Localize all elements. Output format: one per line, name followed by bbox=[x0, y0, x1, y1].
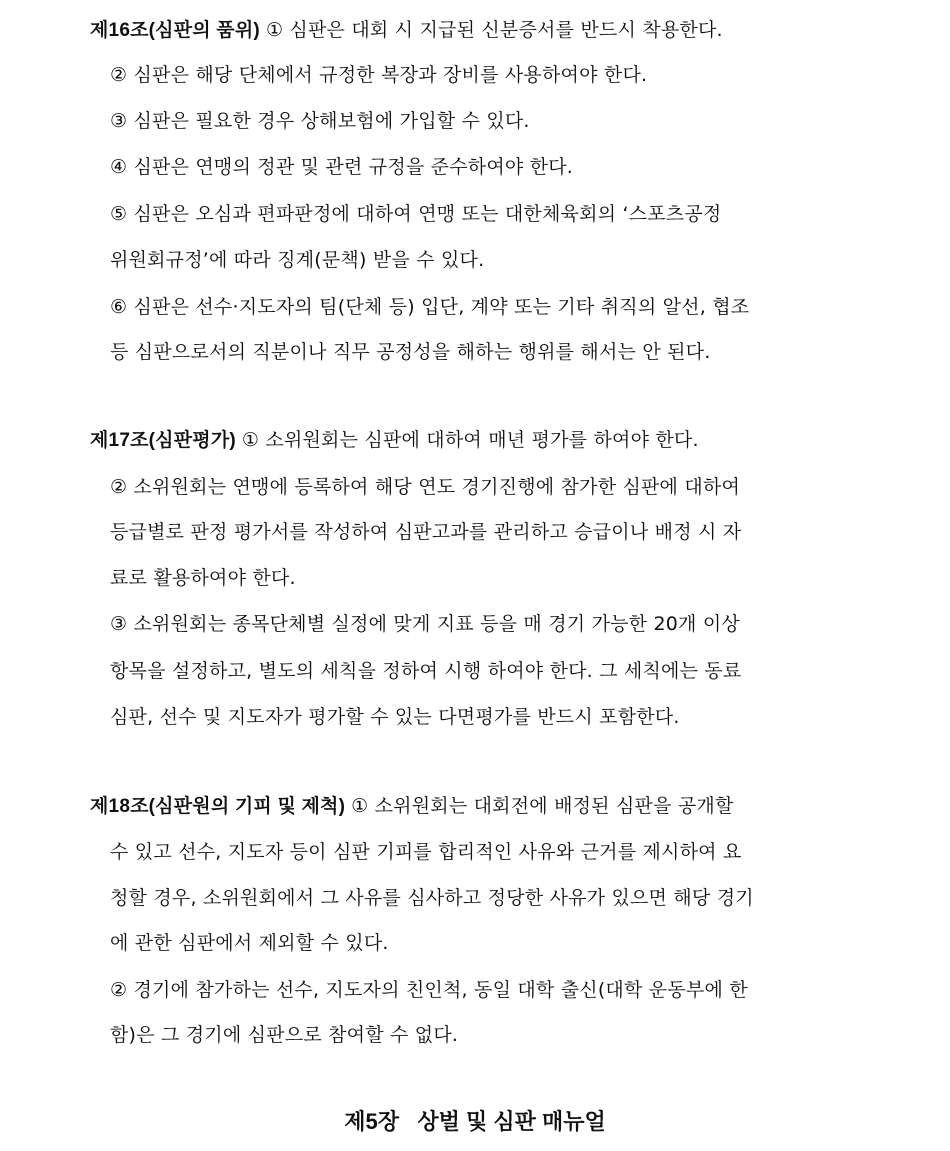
article-17-heading: 제17조(심판평가) bbox=[90, 430, 236, 451]
article-17-clause-2-cont-1: 등급별로 판정 평가서를 작성하여 심판고과를 관리하고 승급이나 배정 시 자 bbox=[110, 521, 742, 543]
article-16-heading: 제16조(심판의 품위) bbox=[90, 20, 260, 41]
article-18-clause-1-cont-2: 청할 경우, 소위원회에서 그 사유를 심사하고 정당한 사유가 있으면 해당 경기 bbox=[110, 887, 754, 909]
article-16-clause-5: ⑤ 심판은 오심과 편파판정에 대하여 연맹 또는 대한체육회의 ‘스포츠공정 bbox=[110, 203, 722, 225]
chapter-title: 제5장 상벌 및 심판 매뉴얼 bbox=[344, 1109, 606, 1134]
article-17-clause-2: ② 소위원회는 연맹에 등록하여 해당 연도 경기진행에 참가한 심판에 대하여 bbox=[110, 476, 741, 498]
article-18-clause-1-cont-3: 에 관한 심판에서 제외할 수 있다. bbox=[110, 932, 389, 954]
article-18-clause-1: ① 소위원회는 대회전에 배정된 심판을 공개할 bbox=[351, 795, 734, 817]
article-17-clause-3: ③ 소위원회는 종목단체별 실정에 맞게 지표 등을 매 경기 가능한 20개 이상 bbox=[110, 613, 740, 635]
article-18-clause-1-cont-1: 수 있고 선수, 지도자 등이 심판 기피를 합리적인 사유와 근거를 제시하여 요 bbox=[110, 841, 742, 863]
article-16-clause-3: ③ 심판은 필요한 경우 상해보험에 가입할 수 있다. bbox=[110, 110, 530, 132]
article-18-clause-2-cont: 함)은 그 경기에 심판으로 참여할 수 없다. bbox=[110, 1024, 459, 1046]
article-16-clause-4: ④ 심판은 연맹의 정관 및 관련 규정을 준수하여야 한다. bbox=[110, 156, 574, 178]
article-17-clause-3-cont-1: 항목을 설정하고, 별도의 세칙을 정하여 시행 하여야 한다. 그 세칙에는 동료 bbox=[110, 660, 742, 682]
article-16-clause-2: ② 심판은 해당 단체에서 규정한 복장과 장비를 사용하여야 한다. bbox=[110, 64, 648, 86]
article-16-clause-1: ① 심판은 대회 시 지급된 신분증서를 반드시 착용한다. bbox=[265, 19, 723, 41]
article-16-clause-6-cont: 등 심판으로서의 직분이나 직무 공정성을 해하는 행위를 해서는 안 된다. bbox=[110, 341, 711, 363]
article-16-clause-6: ⑥ 심판은 선수·지도자의 팀(단체 등) 입단, 계약 또는 기타 취직의 알선, 협조 bbox=[110, 296, 750, 318]
article-18-line-1 bbox=[90, 793, 734, 820]
article-16-clause-5-cont: 위원회규정’에 따라 징계(문책) 받을 수 있다. bbox=[110, 249, 485, 271]
article-17-clause-1: ① 소위원회는 심판에 대하여 매년 평가를 하여야 한다. bbox=[241, 429, 699, 451]
article-18-clause-2: ② 경기에 참가하는 선수, 지도자의 친인척, 동일 대학 출신(대학 운동부에 한 bbox=[110, 979, 748, 1001]
article-17-clause-2-cont-2: 료로 활용하여야 한다. bbox=[110, 567, 296, 589]
article-18-heading: 제18조(심판원의 기피 및 제척) bbox=[90, 796, 346, 817]
article-17-line-1 bbox=[90, 427, 699, 454]
article-16-line-1 bbox=[90, 17, 723, 44]
article-17-clause-3-cont-2: 심판, 선수 및 지도자가 평가할 수 있는 다면평가를 반드시 포함한다. bbox=[110, 706, 680, 728]
